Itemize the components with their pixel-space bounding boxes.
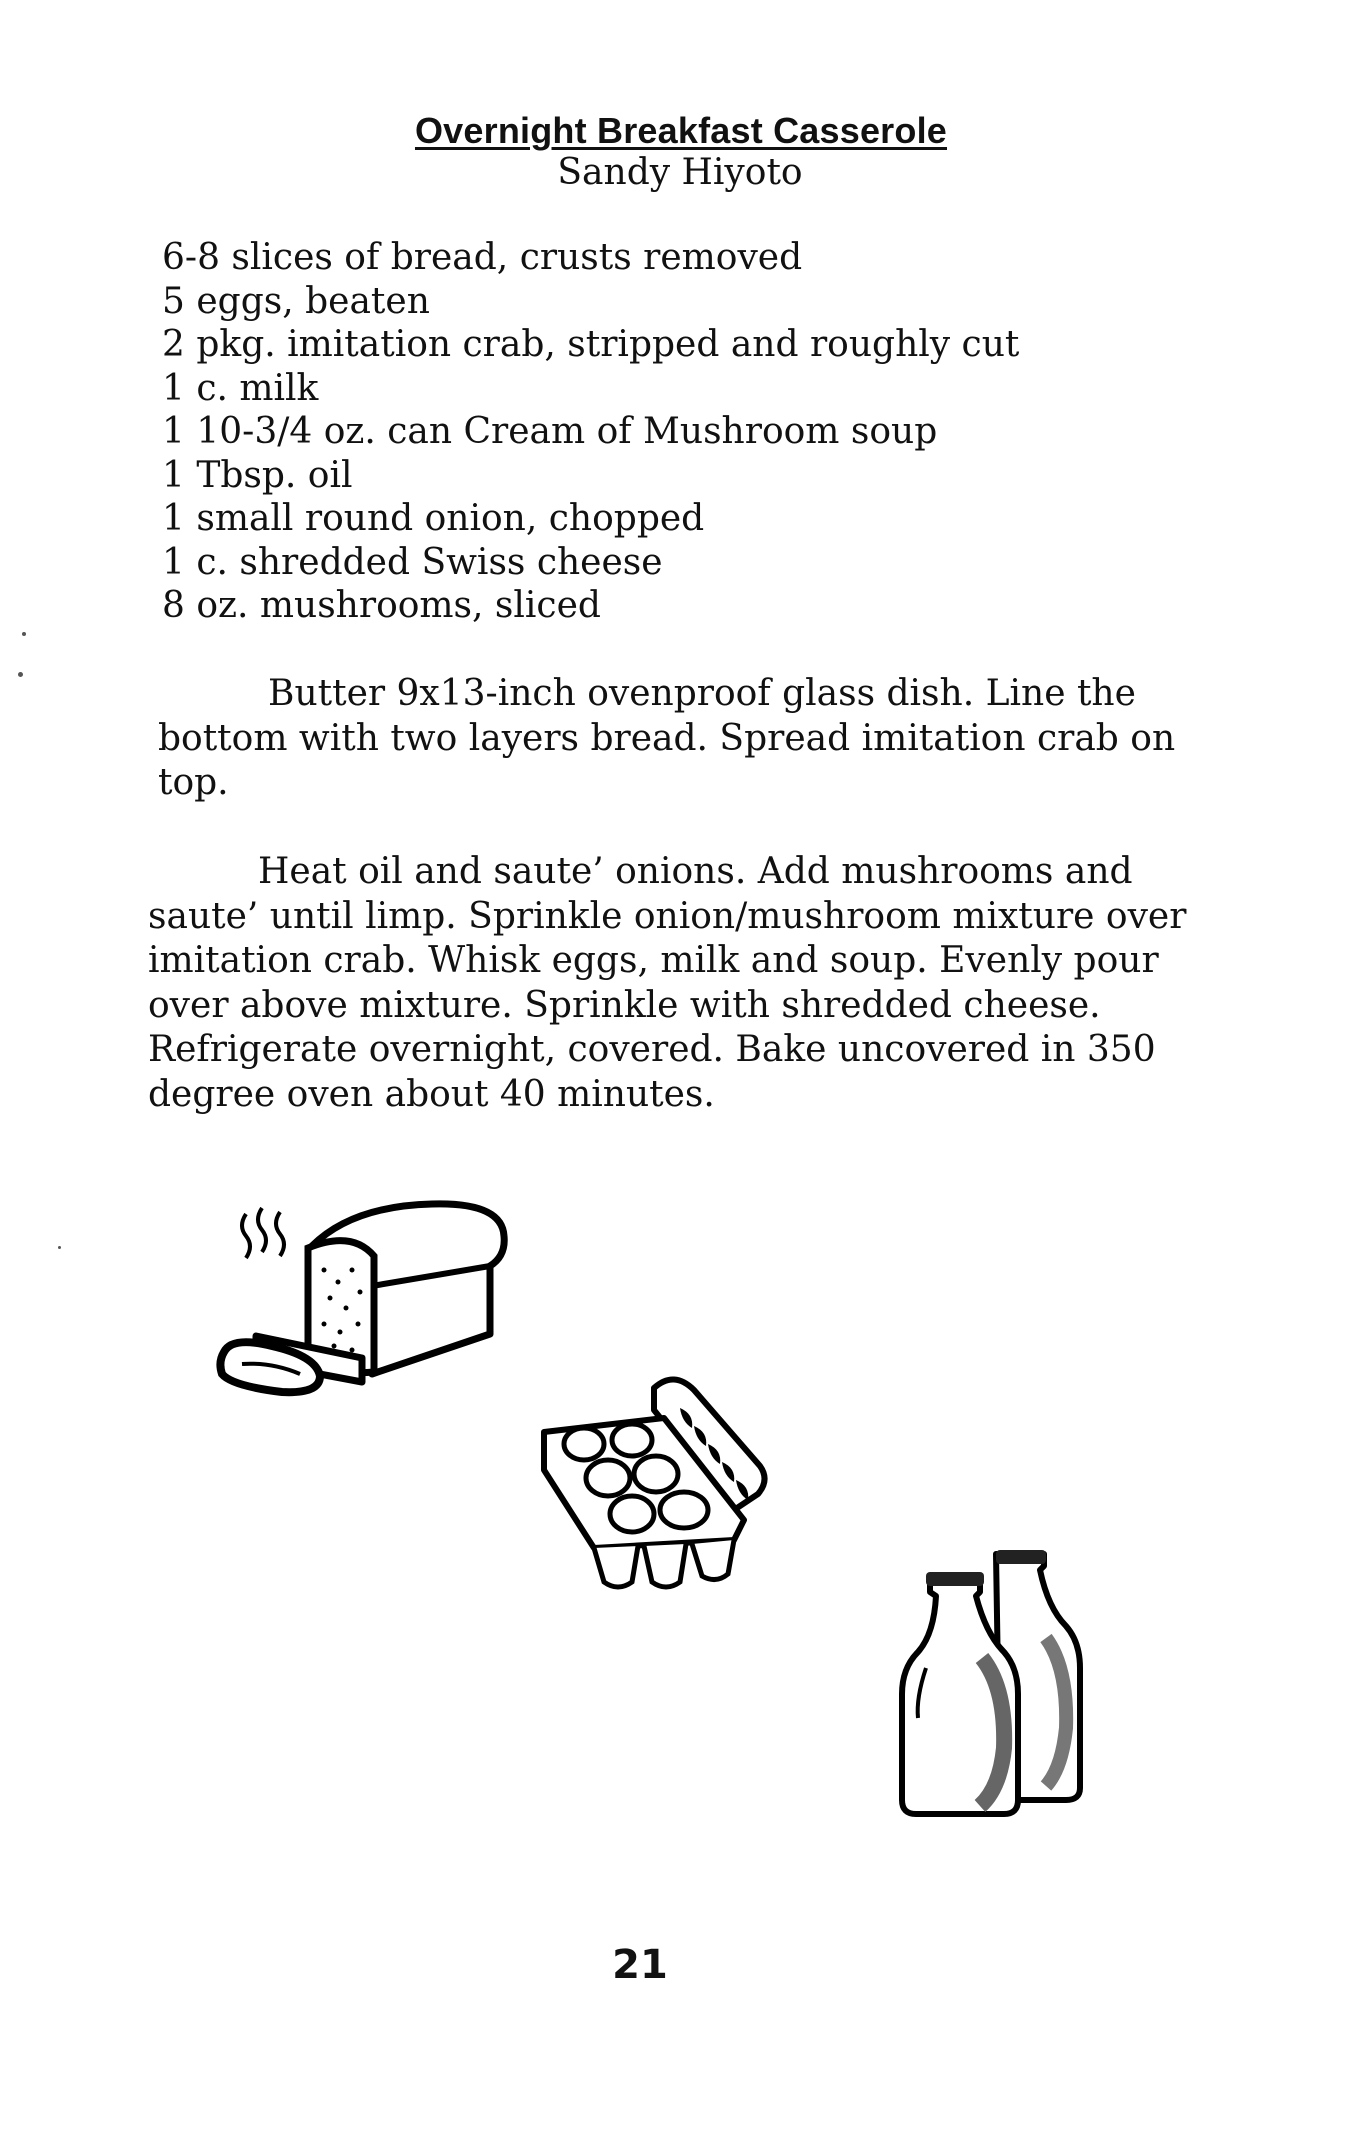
milk-bottles-icon [896,1548,1086,1818]
bread-loaf-icon [212,1186,512,1406]
ingredient-item: 1 c. shredded Swiss cheese [162,541,663,583]
directions-paragraph-2: Heat oil and saute’ onions. Add mushrooms and saute’ until limp. Sprinkle onion/mushroom mixture over imitation crab. Whisk eggs, milk and soup. Evenly pour over above mixture. Sprinkle with shredded cheese. Refrigerate overnight, covered. Bake uncovered in 350 degree oven about 40 minutes. [148,851,1187,1115]
page-number: 21 [612,1942,668,1988]
ingredient-item: 2 pkg. imitation crab, stripped and roughly cut [162,324,1020,365]
ingredient-item: 1 10-3/4 oz. can Cream of Mushroom soup [162,411,938,452]
ingredient-item: 1 Tbsp. oil [162,454,353,496]
scan-speck [58,1246,61,1249]
ingredient-item: 5 eggs, beaten [162,280,430,322]
scan-speck [22,632,26,636]
recipe-author: Sandy Hiyoto [557,152,803,193]
recipe-title: Overnight Breakfast Casserole [414,110,948,151]
scan-speck [18,672,23,677]
ingredient-item: 8 oz. mushrooms, sliced [162,585,601,626]
ingredient-item: 6-8 slices of bread, crusts removed [162,237,803,278]
ingredient-item: 1 c. milk [162,367,319,409]
egg-carton-icon [534,1370,774,1596]
ingredient-list [162,236,1162,628]
ingredient-item: 1 small round onion, chopped [162,498,705,539]
directions-paragraph-1: Butter 9x13-inch ovenproof glass dish. Line the bottom with two layers bread. Spread imitation crab on top. [158,673,1176,803]
